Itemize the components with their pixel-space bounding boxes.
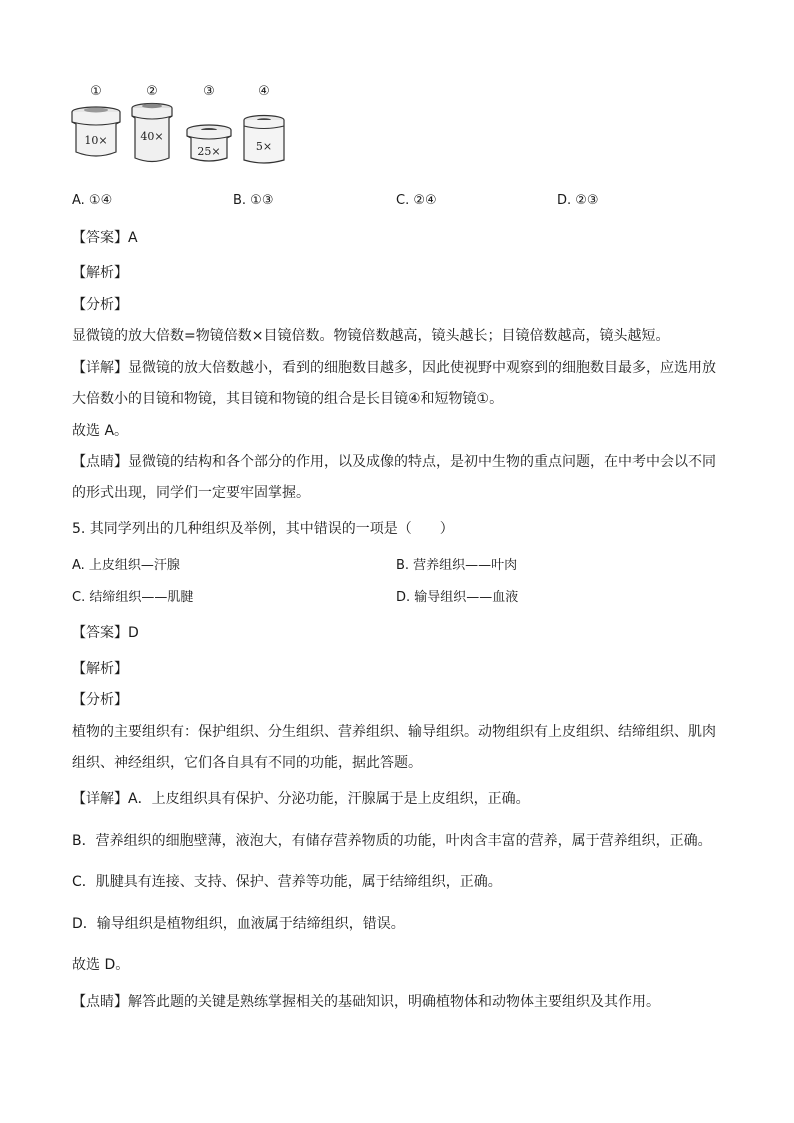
q4-fenxi-heading: 【分析】 [72, 297, 128, 313]
lens-number: ④ [258, 84, 270, 99]
q4-xiangjie-line1: 【详解】显微镜的放大倍数越小，看到的细胞数目越多，因此使视野中观察到的细胞数目最多，应选用放 [72, 360, 716, 376]
q4-option-a: A. ①④ [72, 193, 113, 208]
q5-dianjing: 【点睛】解答此题的关键是熟练掌握相关的基础知识，明确植物体和动物体主要组织及其作用。 [72, 994, 660, 1010]
lens-number: ① [90, 84, 102, 99]
lens-1 [66, 84, 126, 166]
lens-magnification: 25× [197, 145, 221, 158]
objective-5x-drawing [234, 100, 294, 166]
q5-option-b: B. 营养组织——叶肉 [396, 558, 518, 573]
q5-xiangjie-a: 【详解】A．上皮组织具有保护、分泌功能，汗腺属于是上皮组织，正确。 [72, 791, 530, 807]
q5-xiangjie-c: C．肌腱具有连接、支持、保护、营养等功能，属于结缔组织，正确。 [72, 874, 502, 890]
q5-fenxi-line1: 植物的主要组织有：保护组织、分生组织、营养组织、输导组织。动物组织有上皮组织、结缔组织、肌肉 [72, 724, 716, 740]
q5-option-c: C. 结缔组织——肌腱 [72, 590, 194, 605]
lens-magnification: 10× [84, 134, 108, 147]
lens-2 [122, 84, 182, 170]
q4-option-d: D. ②③ [557, 193, 599, 208]
q5-fenxi-line2: 组织、神经组织，它们各自具有不同的功能，据此答题。 [72, 755, 422, 771]
q5-question: 5. 其同学列出的几种组织及举例，其中错误的一项是（ ） [72, 521, 454, 537]
q4-option-b: B. ①③ [233, 193, 274, 208]
eyepiece-10x-drawing [66, 100, 126, 162]
answer-value: D [128, 625, 139, 641]
q5-guxuan: 故选 D。 [72, 957, 130, 973]
q4-jiexi-heading: 【解析】 [72, 265, 128, 281]
answer-value: A [128, 230, 138, 246]
lens-magnification: 5× [255, 140, 273, 153]
eyepiece-40x-drawing [122, 100, 182, 166]
answer-tag: 【答案】 [72, 625, 128, 641]
q4-dianjing-line2: 的形式出现，同学们一定要牢固掌握。 [72, 485, 310, 501]
lens-3 [179, 84, 239, 170]
q5-xiangjie-b: B．营养组织的细胞壁薄，液泡大，有储存营养物质的功能，叶肉含丰富的营养，属于营养组织，正确。 [72, 833, 712, 849]
lens-number: ② [146, 84, 158, 99]
q4-xiangjie-line2: 大倍数小的目镜和物镜，其目镜和物镜的组合是长目镜④和短物镜①。 [72, 391, 504, 407]
lens-number: ③ [203, 84, 215, 99]
q5-jiexi-heading: 【解析】 [72, 661, 128, 677]
q5-fenxi-heading: 【分析】 [72, 692, 128, 708]
q5-option-a: A. 上皮组织—汗腺 [72, 558, 180, 573]
answer-tag: 【答案】 [72, 230, 128, 246]
q5-option-d: D. 输导组织——血液 [396, 590, 519, 605]
lens-4 [234, 84, 294, 170]
objective-25x-drawing [179, 100, 239, 166]
q4-option-c: C. ②④ [396, 193, 437, 208]
q5-xiangjie-d: D．输导组织是植物组织，血液属于结缔组织，错误。 [72, 916, 405, 932]
q4-dianjing-line1: 【点睛】显微镜的结构和各个部分的作用，以及成像的特点，是初中生物的重点问题，在中考中会以不同 [72, 454, 716, 470]
q5-answer [72, 623, 139, 643]
lens-magnification: 40× [140, 130, 164, 143]
q4-guxuan: 故选 A。 [72, 423, 129, 439]
q4-fenxi-text: 显微镜的放大倍数=物镜倍数×目镜倍数。物镜倍数越高，镜头越长；目镜倍数越高，镜头越短。 [72, 328, 670, 344]
q4-answer [72, 228, 138, 248]
